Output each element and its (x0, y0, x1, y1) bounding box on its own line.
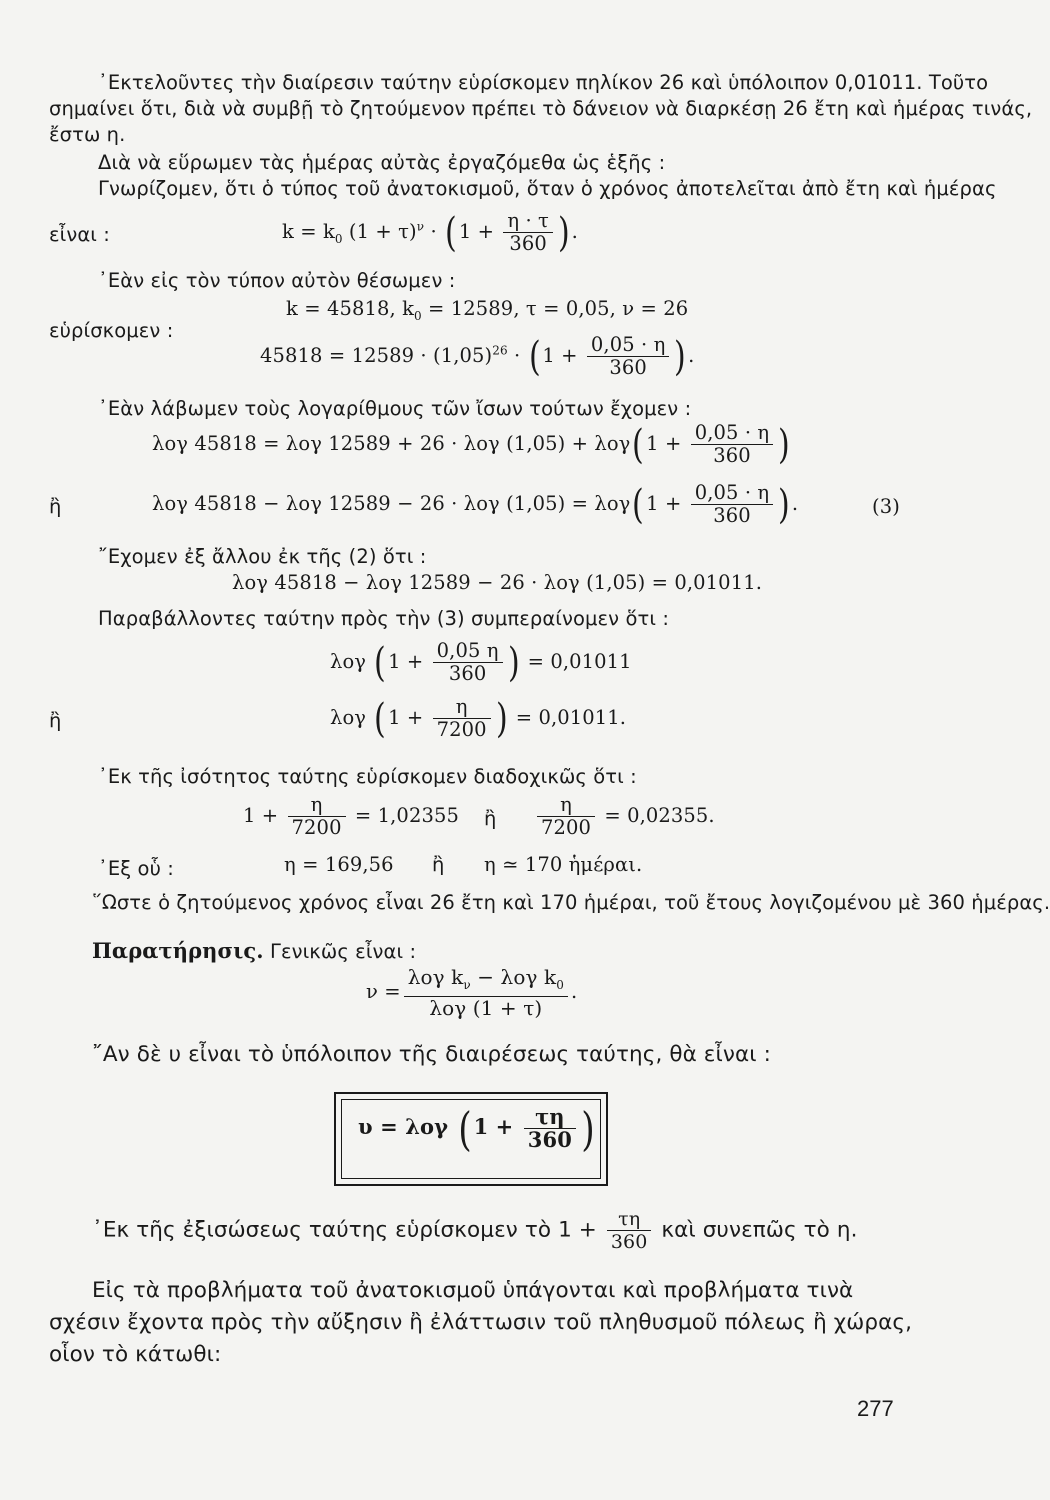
equation-part: 1 + (388, 706, 430, 729)
numerator: 0,05 η (436, 639, 499, 662)
paragraph-line: ῎Αν δὲ υ εἶναι τὸ ὑπόλοιπον τῆς διαιρέσεως ταύτης, θὰ εἶναι : (92, 1042, 771, 1067)
equation-subscript: ν (463, 978, 471, 992)
fraction (288, 794, 346, 839)
equation-logarithms (152, 422, 792, 467)
fraction (404, 966, 568, 1019)
numerator: η (455, 695, 468, 718)
equation-values (286, 296, 688, 329)
conjunction-or: ἢ (432, 853, 445, 876)
equation-simplified (330, 696, 626, 741)
equation-label: ᾿Εξ οὗ : (98, 857, 174, 880)
paragraph-line: οἷον τὸ κάτωθι: (49, 1342, 222, 1367)
paragraph-line: ῎Εχομεν ἐξ ἄλλου ἐκ τῆς (2) ὅτι : (98, 545, 427, 568)
denominator: 360 (691, 504, 774, 527)
paren-open: ( (528, 333, 541, 380)
paragraph-line: ᾿Εκ τῆς ἰσότητος ταύτης εὑρίσκομεν διαδοχικῶς ὅτι : (98, 765, 637, 788)
equation-part: 1 + (458, 220, 501, 243)
fraction (433, 640, 503, 685)
paragraph-line: εὑρίσκομεν : (49, 319, 174, 342)
equation-part: η ≃ 170 ἡμέραι. (484, 853, 643, 876)
fraction (691, 482, 774, 527)
equation-part: . (791, 492, 799, 515)
paragraph-line: σχέσιν ἔχοντα πρὸς τὴν αὔξησιν ἢ ἐλάττωσιν τοῦ πληθυσμοῦ πόλεως ἢ χώρας, (49, 1310, 913, 1335)
page-number: 277 (857, 1396, 894, 1421)
equation-2-result: λογ 45818 − λογ 12589 − 26 · λογ (1,05) = 0,01011. (232, 571, 763, 594)
paragraph-line: ἔστω η. (49, 123, 126, 146)
equation-part: · (507, 344, 527, 367)
paragraph-line (92, 1208, 858, 1253)
fraction (691, 422, 774, 467)
denominator: 360 (503, 232, 553, 255)
paragraph-line: Παραβάλλοντες ταύτην πρὸς τὴν (3) συμπεραίνομεν ὅτι : (98, 607, 669, 630)
equation-part: = 0,01011 (527, 650, 632, 673)
remark-text: Γενικῶς εἶναι : (270, 940, 417, 963)
equation-part: ᾿Εκ τῆς ἐξισώσεως ταύτης εὑρίσκομεν τὸ 1 + (92, 1217, 604, 1243)
equation-compound-interest (282, 210, 578, 255)
remark-heading: Παρατήρησις. (92, 938, 264, 963)
paren-close: ) (674, 333, 687, 380)
numerator: η (560, 793, 572, 816)
denominator: 360 (433, 662, 503, 685)
equation-part: ν = (366, 980, 401, 1003)
equation-part: λογ k (407, 965, 464, 989)
fraction (607, 1208, 652, 1253)
equation-part: 45818 = 12589 · (1,05) (260, 344, 493, 367)
equation-3 (152, 482, 798, 527)
equation-part: . (571, 220, 578, 243)
paren-open: ( (445, 209, 457, 256)
denominator: 360 (691, 444, 774, 467)
numerator: τη (535, 1104, 565, 1129)
conjunction-or: ἢ (49, 709, 62, 732)
numerator: 0,05 · η (590, 333, 666, 356)
paren-close: ) (495, 695, 508, 742)
paren-close: ) (778, 421, 790, 468)
denominator: 360 (524, 1128, 576, 1151)
paren-open: ( (374, 639, 387, 686)
paragraph-line: ᾿Εὰν εἰς τὸν τύπον αὐτὸν θέσωμεν : (98, 269, 456, 292)
numerator: τη (618, 1208, 641, 1230)
paren-open: ( (632, 421, 645, 468)
fraction (433, 696, 491, 741)
equation-part: − λογ k (470, 965, 557, 989)
denominator: 7200 (537, 816, 595, 839)
equation-part: 1 + (388, 650, 430, 673)
paren-close: ) (581, 1101, 595, 1156)
equation-successive-2 (534, 794, 715, 839)
numerator: 0,05 · η (694, 421, 770, 444)
equation-comparison (330, 640, 632, 685)
equation-number: (3) (872, 495, 900, 518)
equation-part: · (424, 220, 444, 243)
paren-close: ) (778, 481, 790, 528)
equation-subscript: 0 (334, 231, 343, 246)
denominator: 7200 (433, 718, 491, 741)
numerator: η (310, 793, 323, 816)
equation-part: 1 + (646, 432, 688, 455)
equation-part: 1 + (542, 344, 584, 367)
numerator (404, 966, 568, 996)
fraction (537, 794, 595, 839)
denominator: λογ (1 + τ) (404, 996, 568, 1019)
conjunction-or: ἢ (49, 495, 62, 518)
paren-close: ) (507, 639, 520, 686)
equation-part: υ = λογ (358, 1114, 449, 1139)
paren-open: ( (632, 481, 645, 528)
equation-subscript: 0 (556, 978, 564, 992)
numerator: 0,05 · η (694, 481, 770, 504)
paren-close: ) (557, 209, 570, 256)
equation-part: (1 + τ) (342, 220, 417, 243)
equation-part: 1 + (473, 1114, 521, 1139)
paragraph-line: σημαίνει ὅτι, διὰ νὰ συμβῇ τὸ ζητούμενον πρέπει τὸ δάνειον νὰ διαρκέσῃ 26 ἔτη καὶ ἡμέρας τινάς, (49, 97, 1033, 120)
denominator: 7200 (288, 816, 346, 839)
equation-remainder (358, 1101, 597, 1156)
paragraph-line: ᾿Εὰν λάβωμεν τοὺς λογαρίθμους τῶν ἴσων τούτων ἔχομεν : (98, 397, 692, 420)
fraction (524, 1106, 576, 1151)
paragraph-line: ᾿Εκτελοῦντες τὴν διαίρεσιν ταύτην εὑρίσκομεν πηλίκον 26 καὶ ὑπόλοιπον 0,01011. Τοῦτο (98, 71, 989, 94)
equation-part: λογ 45818 = λογ 12589 + 26 · λογ (1,05) + λογ (152, 432, 631, 455)
paragraph-line: ῞Ωστε ὁ ζητούμενος χρόνος εἶναι 26 ἔτη καὶ 170 ἡμέραι, τοῦ ἔτους λογιζομένου μὲ 360 ἡμέρας. (92, 891, 1050, 914)
equation-part: = 1,02355 (354, 804, 459, 827)
equation-part: . (688, 344, 695, 367)
equation-part: = 0,01011. (515, 706, 627, 729)
equation-part: 1 + (646, 492, 688, 515)
equation-part: = 0,02355. (604, 804, 715, 827)
denominator: 360 (607, 1230, 652, 1253)
denominator: 360 (587, 356, 670, 379)
equation-subscript: 0 (414, 308, 422, 323)
equation-part: = 12589, τ = 0,05, ν = 26 (421, 297, 689, 320)
equation-nu (366, 966, 577, 1019)
equation-label: εἶναι : (49, 223, 110, 246)
equation-successive (243, 794, 459, 839)
fraction (503, 210, 553, 255)
paragraph-line: Διὰ νὰ εὕρωμεν τὰς ἡμέρας αὐτὰς ἐργαζόμεθα ὡς ἑξῆς : (98, 151, 666, 174)
remark-line (92, 938, 416, 965)
conjunction-or: ἢ (484, 807, 497, 830)
equation-part: k = k (282, 220, 335, 243)
equation-part: λογ (330, 706, 367, 729)
numerator: η · τ (507, 209, 549, 232)
equation-part: 1 + (243, 804, 285, 827)
equation-superscript: 26 (492, 343, 508, 358)
equation-part: η = 169,56 (284, 853, 394, 876)
equation-part: k = 45818, k (286, 297, 414, 320)
equation-part: καὶ συνεπῶς τὸ η. (654, 1217, 858, 1243)
equation-part: λογ 45818 − λογ 12589 − 26 · λογ (1,05) = λογ (152, 492, 631, 515)
equation-part: λογ (330, 650, 367, 673)
equation-substituted (260, 334, 694, 379)
equation-part: . (570, 980, 578, 1003)
paren-open: ( (457, 1101, 472, 1156)
fraction (587, 334, 670, 379)
paragraph-line: Εἰς τὰ προβλήματα τοῦ ἀνατοκισμοῦ ὑπάγονται καὶ προβλήματα τινὰ (92, 1278, 854, 1303)
paren-open: ( (374, 695, 387, 742)
equation-superscript: ν (416, 219, 425, 234)
paragraph-line: Γνωρίζομεν, ὅτι ὁ τύπος τοῦ ἀνατοκισμοῦ, ὅταν ὁ χρόνος ἀποτελεῖται ἀπὸ ἔτη καὶ ἡμέρας (98, 177, 997, 200)
